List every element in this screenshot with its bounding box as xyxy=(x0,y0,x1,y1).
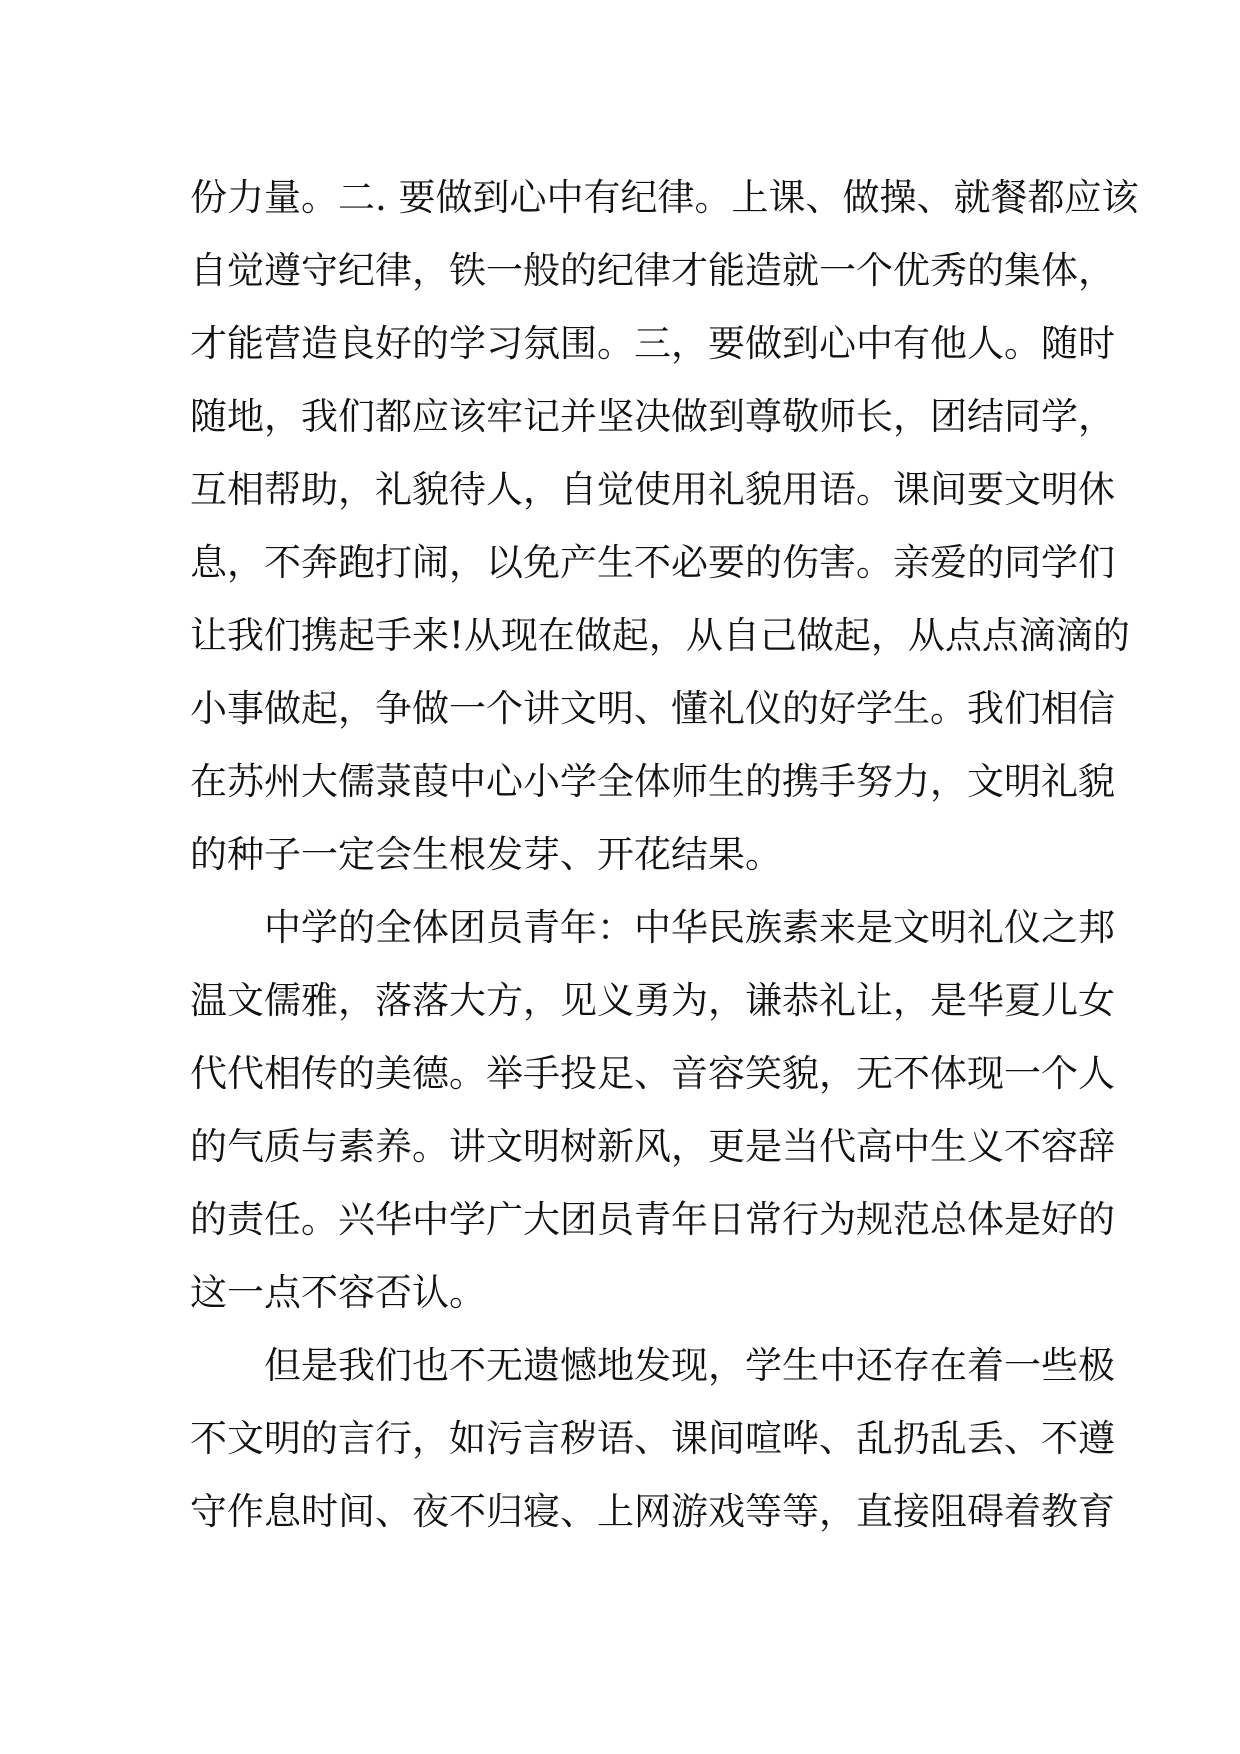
text-line: 守作息时间、夜不归寝、上网游戏等等，直接阻碍着教育 xyxy=(190,1490,1115,1533)
text-line: 在苏州大儒菉葭中心小学全体师生的携手努力，文明礼貌 xyxy=(190,760,1115,803)
text-line: 让我们携起手来!从现在做起，从自己做起，从点点滴滴的 xyxy=(190,614,1130,657)
text-line: 的种子一定会生根发芽、开花结果。 xyxy=(190,833,782,876)
text-line: 代代相传的美德。举手投足、音容笑貌，无不体现一个人 xyxy=(190,1052,1115,1095)
text-line: 这一点不容否认。 xyxy=(190,1271,486,1314)
text-line: 互相帮助，礼貌待人，自觉使用礼貌用语。课间要文明休 xyxy=(190,468,1115,511)
text-line: 不文明的言行，如污言秽语、课间喧哗、乱扔乱丢、不遵 xyxy=(190,1417,1115,1460)
text-line: 自觉遵守纪律，铁一般的纪律才能造就一个优秀的集体， xyxy=(190,249,1115,292)
text-line: 随地，我们都应该牢记并坚决做到尊敬师长，团结同学， xyxy=(190,395,1115,438)
text-line: 才能营造良好的学习氛围。三，要做到心中有他人。随时 xyxy=(190,322,1115,365)
text-line: 的责任。兴华中学广大团员青年日常行为规范总体是好的 xyxy=(190,1198,1115,1241)
text-line: 温文儒雅，落落大方，见义勇为，谦恭礼让，是华夏儿女 xyxy=(190,979,1115,1022)
text-line: 但是我们也不无遗憾地发现，学生中还存在着一些极 xyxy=(264,1344,1115,1387)
paragraph-1 xyxy=(190,161,1139,891)
paragraph-2 xyxy=(190,891,1115,1329)
paragraph-3 xyxy=(190,1329,1115,1548)
text-line: 中学的全体团员青年：中华民族素来是文明礼仪之邦 xyxy=(264,906,1115,949)
text-line: 的气质与素养。讲文明树新风，更是当代高中生义不容辞 xyxy=(190,1125,1115,1168)
text-line: 份力量。二. 要做到心中有纪律。上课、做操、就餐都应该 xyxy=(190,176,1139,219)
text-line: 息，不奔跑打闹，以免产生不必要的伤害。亲爱的同学们 xyxy=(190,541,1115,584)
text-line: 小事做起，争做一个讲文明、懂礼仪的好学生。我们相信 xyxy=(190,687,1115,730)
document-body xyxy=(190,161,1139,1548)
